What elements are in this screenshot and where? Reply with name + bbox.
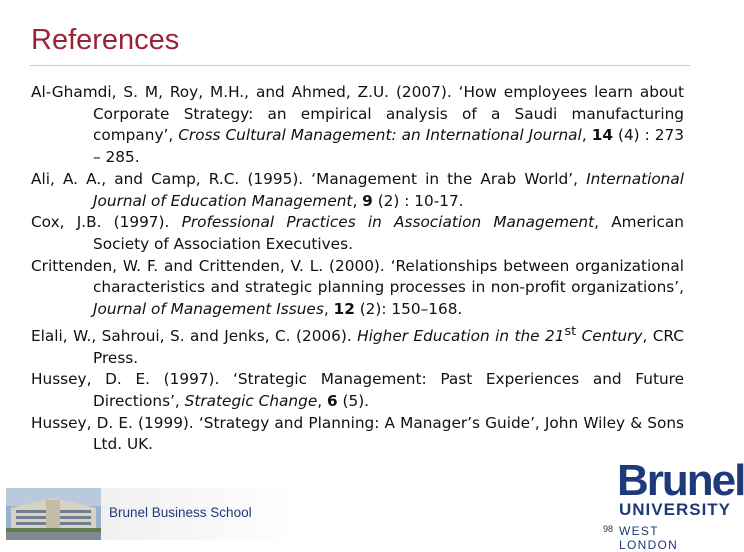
reference-text: Al-Ghamdi, S. M, Roy, M.H., and Ahmed, Z.U. (2007). ‘How employees learn about Corporate Strategy: an empirical analysis of a Saudi manufacturing company’, bbox=[31, 83, 684, 145]
journal-title: Journal of Management Issues bbox=[93, 300, 324, 319]
reference-text: (5). bbox=[337, 391, 370, 410]
book-title: Higher Education in the 21 bbox=[357, 326, 565, 345]
reference-text: (2) : 10-17. bbox=[372, 191, 464, 210]
journal-title: Strategic Change bbox=[184, 391, 318, 410]
page-number: 98 bbox=[603, 524, 614, 534]
reference-text: Cox, J.B. (1997). bbox=[31, 213, 182, 232]
slide-title: References bbox=[31, 24, 180, 56]
reference-item bbox=[31, 369, 684, 412]
volume-number: 6 bbox=[326, 391, 338, 410]
journal-title: Cross Cultural Management: an International Journal bbox=[178, 126, 582, 145]
reference-text: (2): 150–168. bbox=[354, 300, 463, 319]
volume-number: 9 bbox=[362, 191, 373, 210]
reference-text: Elali, W., Sahroui, S. and Jenks, C. (2006). bbox=[31, 326, 358, 345]
reference-list bbox=[31, 82, 684, 456]
reference-text: , bbox=[317, 391, 327, 410]
reference-item bbox=[31, 321, 684, 370]
reference-text: , American Society of Association Executives. bbox=[93, 213, 684, 253]
volume-number: 14 bbox=[591, 126, 613, 145]
logo-location-text: WEST LONDON bbox=[619, 524, 679, 552]
reference-text: , bbox=[323, 300, 334, 319]
superscript: st bbox=[564, 323, 577, 339]
school-name: Brunel Business School bbox=[109, 505, 252, 520]
reference-item bbox=[31, 256, 684, 321]
journal-title: International Journal of Education Management bbox=[93, 169, 684, 210]
book-title: Professional Practices in Association Management bbox=[181, 213, 595, 232]
reference-text: Ali, A. A., and Camp, R.C. (1995). ‘Management in the Arab World’, bbox=[31, 169, 587, 188]
reference-item bbox=[31, 413, 684, 456]
title-divider bbox=[30, 65, 690, 66]
reference-text: , CRC Press. bbox=[93, 326, 684, 367]
logo-wordmark: Brunel bbox=[617, 456, 744, 505]
campus-building-photo bbox=[6, 488, 101, 540]
reference-text: (4) : 273 – 285. bbox=[93, 126, 685, 167]
reference-text: , bbox=[581, 126, 592, 145]
book-title: Century bbox=[576, 326, 643, 345]
reference-text: Hussey, D. E. (1999). ‘Strategy and Planning: A Manager’s Guide’, John Wiley & Sons Ltd. UK. bbox=[31, 413, 684, 454]
volume-number: 12 bbox=[333, 300, 355, 319]
reference-item bbox=[31, 212, 684, 255]
reference-text: , bbox=[352, 191, 363, 210]
reference-text: Hussey, D. E. (1997). ‘Strategic Management: Past Experiences and Future Directions’, bbox=[31, 370, 684, 410]
reference-text: Crittenden, W. F. and Crittenden, V. L. (2000). ‘Relationships between organizational characteristics and strategic planning processes in non-profit organizations’, bbox=[31, 256, 684, 297]
reference-item bbox=[31, 169, 684, 212]
reference-item bbox=[31, 82, 684, 169]
logo-university-text: UNIVERSITY bbox=[619, 500, 732, 519]
